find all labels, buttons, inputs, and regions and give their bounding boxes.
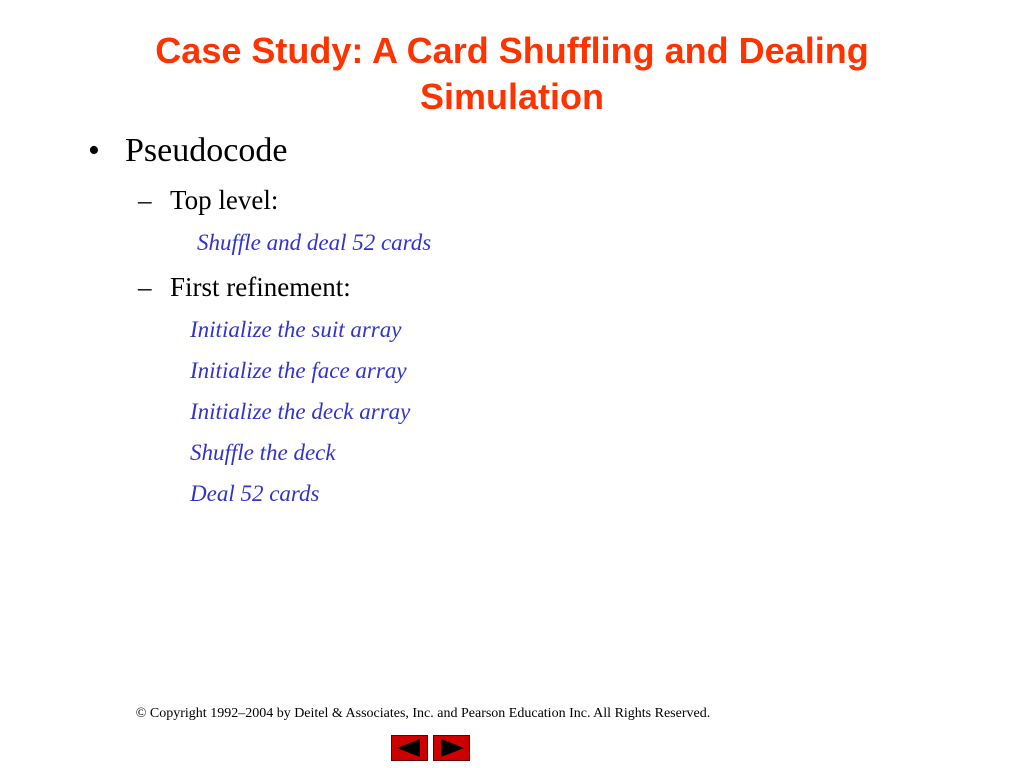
pseudocode-line: Deal 52 cards [190, 481, 320, 506]
right-arrow-icon [434, 736, 469, 760]
pseudocode-line: Initialize the deck array [190, 399, 411, 424]
slide-title-line-2: Simulation [419, 76, 604, 117]
slide-title [0, 28, 1024, 120]
sub-bullet-label: First refinement: [170, 272, 351, 302]
bullet-pseudocode [88, 130, 287, 172]
left-arrow-icon [392, 736, 427, 760]
pseudocode-line: Initialize the suit array [190, 317, 402, 342]
sub-bullet-label: Top level: [170, 185, 279, 215]
dash-marker: – [138, 185, 152, 215]
sub-bullet-first-refinement [138, 270, 351, 304]
dash-marker: – [138, 272, 152, 302]
next-slide-button[interactable] [433, 735, 470, 761]
pseudocode-line: Shuffle the deck [190, 440, 336, 465]
sub-bullet-top-level [138, 183, 278, 217]
bullet-marker: • [88, 132, 100, 169]
copyright-footer: © Copyright 1992–2004 by Deitel & Associates, Inc. and Pearson Education Inc. All Rights Reserved. [135, 706, 711, 721]
previous-slide-button[interactable] [391, 735, 428, 761]
bullet-text: Pseudocode [125, 132, 288, 169]
slide-title-line-1: Case Study: A Card Shuffling and Dealing [155, 30, 869, 71]
pseudocode-line: Shuffle and deal 52 cards [197, 230, 432, 255]
pseudocode-line: Initialize the face array [190, 358, 407, 383]
